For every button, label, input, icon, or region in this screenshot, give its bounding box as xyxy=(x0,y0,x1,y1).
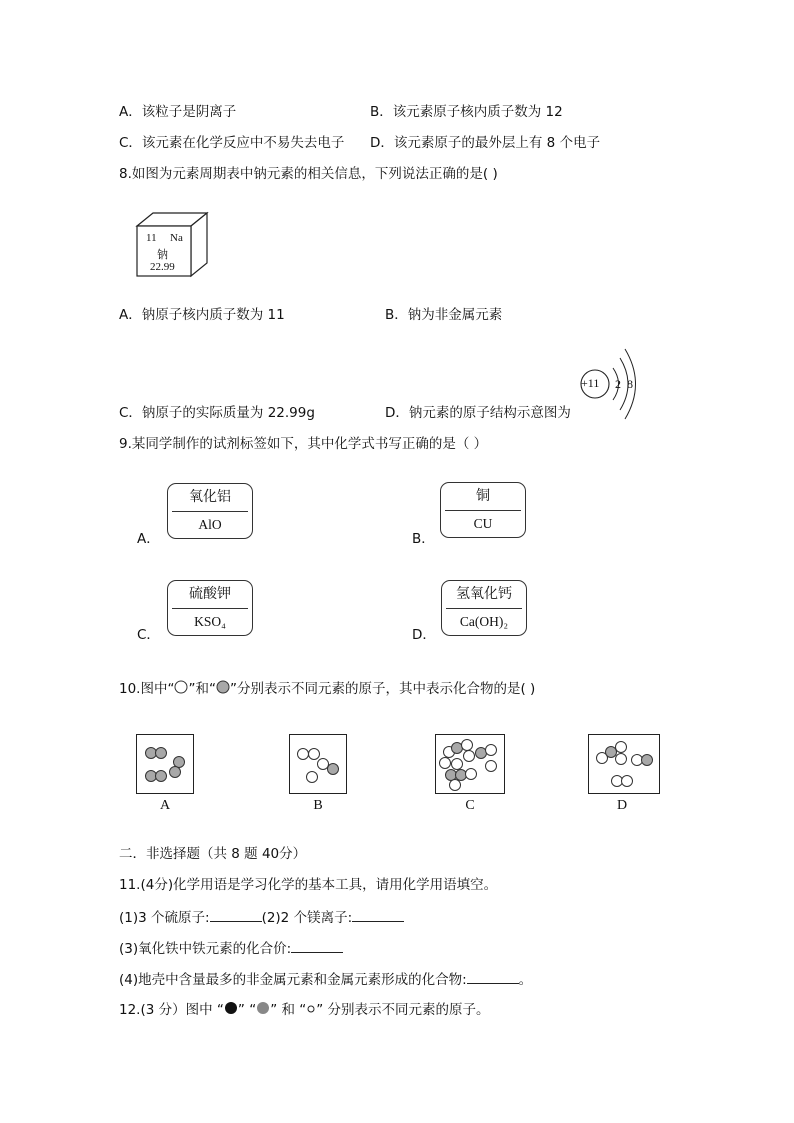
q9-letter-a: A． xyxy=(137,531,160,547)
reagent-formula: CU xyxy=(473,516,493,531)
q9-letter-b: B． xyxy=(412,531,435,547)
shell-2-electrons: 8 xyxy=(627,377,633,391)
answer-blank[interactable] xyxy=(467,970,519,984)
molecule-box-b xyxy=(289,734,347,794)
q9-letter-d: D． xyxy=(412,627,436,643)
periodic-cell xyxy=(135,210,210,280)
reagent-name: 铜 xyxy=(476,488,490,504)
molecule-caption-b: B xyxy=(313,798,323,813)
answer-blank[interactable] xyxy=(352,908,404,922)
q9-stem: 9.某同学制作的试剂标签如下，其中化学式书写正确的是（ ） xyxy=(119,436,488,452)
atomic-structure-diagram xyxy=(578,346,638,422)
molecule-caption-c: C xyxy=(465,798,475,813)
shell-1-electrons: 2 xyxy=(615,377,621,391)
reagent-formula: KSO₄ xyxy=(194,614,226,629)
reagent-name: 硫酸钾 xyxy=(189,586,231,602)
molecule-box-a xyxy=(136,734,194,794)
q9-letter-c: C． xyxy=(137,627,160,643)
atomic-mass: 22.99 xyxy=(150,261,175,273)
molecule-box-c xyxy=(435,734,505,794)
grey-atom-icon xyxy=(216,680,230,694)
nucleus-charge: +11 xyxy=(581,376,600,390)
q8-option-d: D．钠元素的原子结构示意图为 xyxy=(385,405,571,421)
q8-option-a: A．钠原子核内质子数为 11 xyxy=(119,307,285,323)
atomic-number: 11 xyxy=(146,232,157,244)
white-atom-icon xyxy=(174,680,188,694)
q7-option-b: B．该元素原子核内质子数为 12 xyxy=(370,104,563,120)
reagent-label-d xyxy=(441,580,527,636)
q12-stem: 12.(3 分）图中 “ ” “ ” 和 “ ” 分别表示不同元素的原子。 xyxy=(119,1002,490,1018)
grey-atom-icon xyxy=(256,1001,270,1015)
q7-option-d: D．该元素原子的最外层上有 8 个电子 xyxy=(370,135,601,151)
small-white-atom-icon xyxy=(306,1001,316,1015)
reagent-label-b xyxy=(440,482,526,538)
section-heading: 二．非选择题（共 8 题 40分） xyxy=(119,846,307,862)
reagent-name: 氧化铝 xyxy=(189,489,231,505)
answer-blank[interactable] xyxy=(291,939,343,953)
black-atom-icon xyxy=(224,1001,238,1015)
reagent-label-a xyxy=(167,483,253,539)
q11-part-4: (4)地壳中含量最多的非金属元素和金属元素形成的化合物: 。 xyxy=(119,972,533,988)
molecule-box-d xyxy=(588,734,660,794)
molecule-caption-a: A xyxy=(159,798,171,813)
q8-stem: 8.如图为元素周期表中钠元素的相关信息，下列说法正确的是( ) xyxy=(119,166,498,182)
q10-stem: 10.图中“ ”和“ ”分别表示不同元素的原子，其中表示化合物的是( ) xyxy=(119,681,536,697)
element-name: 钠 xyxy=(157,248,168,261)
q8-option-c: C．钠原子的实际质量为 22.99g xyxy=(119,405,315,421)
element-symbol: Na xyxy=(170,232,183,244)
answer-blank[interactable] xyxy=(210,908,262,922)
q7-option-a: A．该粒子是阴离子 xyxy=(119,104,237,120)
reagent-formula: AlO xyxy=(198,517,222,532)
q11-part-3: (3)氧化铁中铁元素的化合价: xyxy=(119,939,343,958)
reagent-formula: Ca(OH)₂ xyxy=(459,614,509,629)
q8-option-b: B．钠为非金属元素 xyxy=(385,307,503,323)
q7-option-c: C．该元素在化学反应中不易失去电子 xyxy=(119,135,345,151)
q11-stem: 11.(4分)化学用语是学习化学的基本工具，请用化学用语填空。 xyxy=(119,877,498,893)
reagent-name: 氢氧化钙 xyxy=(456,586,512,602)
molecule-caption-d: D xyxy=(616,798,628,813)
reagent-label-c xyxy=(167,580,253,636)
q11-part-1-2: (1)3 个硫原子: (2)2 个镁离子: xyxy=(119,908,404,927)
